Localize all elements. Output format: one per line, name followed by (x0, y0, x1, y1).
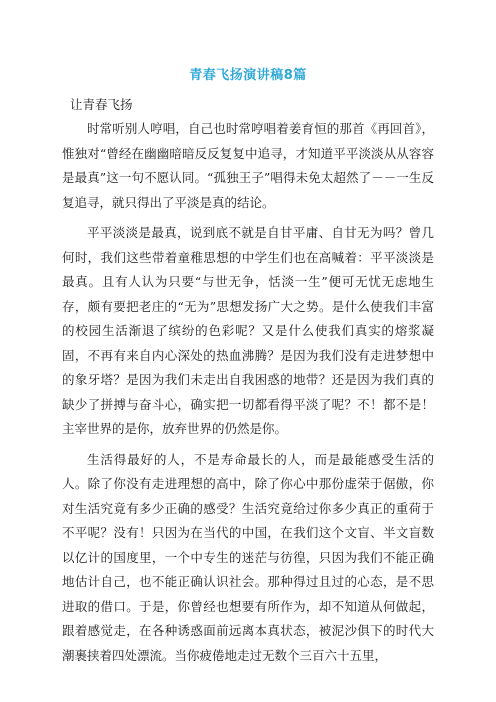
paragraph-3: 生活得最好的人，不是寿命最长的人，而是最能感受生活的人。除了你没有走进理想的高中，除了你心中那份虚荣于倨傲，你对生活究竟有多少正确的感受？生活究竟给过你多少真正的重荷于不平呢？没有！只因为在当代的中国，在我们这个文盲、半文盲数以亿计的国度里，一个中专生的迷茫与彷徨，只因为我们不能正确地估计自己，也不能正确认识社会。那种得过且过的心态，是不思进取的借口。于是，你曾经也想要有所作为，却不知道从何做起，跟着感觉走，在各种诱惑面前远离本真状态，被泥沙俱下的时代大潮裹挟着四处漂流。当你疲倦地走过无数个三百六十五里， (62, 451, 434, 663)
paragraph-1: 时常听别人哼唱，自己也时常哼唱着姜育恒的那首《再回首》，惟独对“曾经在幽幽暗暗反反复复中追寻，才知道平平淡淡从从容容是最真”这一句不愿认同。“孤独王子”唱得未免太超然了－－一生反复追寻，就只得出了平淡是真的结论。 (62, 121, 434, 210)
paragraph-2: 平平淡淡是最真，说到底不就是自甘平庸、自甘无为吗？曾几何时，我们这些带着童稚思想的中学生们也在高喊着：平平淡淡是最真。且有人认为只要“与世无争，恬淡一生”便可无忧无虑地生存，颇有要把老庄的“无为”思想发扬广大之势。是什么使我们丰富的校园生活渐退了缤纷的色彩呢？又是什么使我们真实的熔浆凝固，不再有来自内心深处的热血沸腾？是因为我们没有走进梦想中的象牙塔？是因为我们未走出自我困惑的地带？还是因为我们真的缺少了拼搏与奋斗心，确实把一切都看得平淡了呢？不！都不是！主宰世界的是你，放弃世界的仍然是你。 (62, 225, 434, 436)
document-title: 青春飞扬演讲稿8篇 (189, 68, 307, 83)
speech-subtitle: 让青春飞扬 (70, 97, 133, 112)
